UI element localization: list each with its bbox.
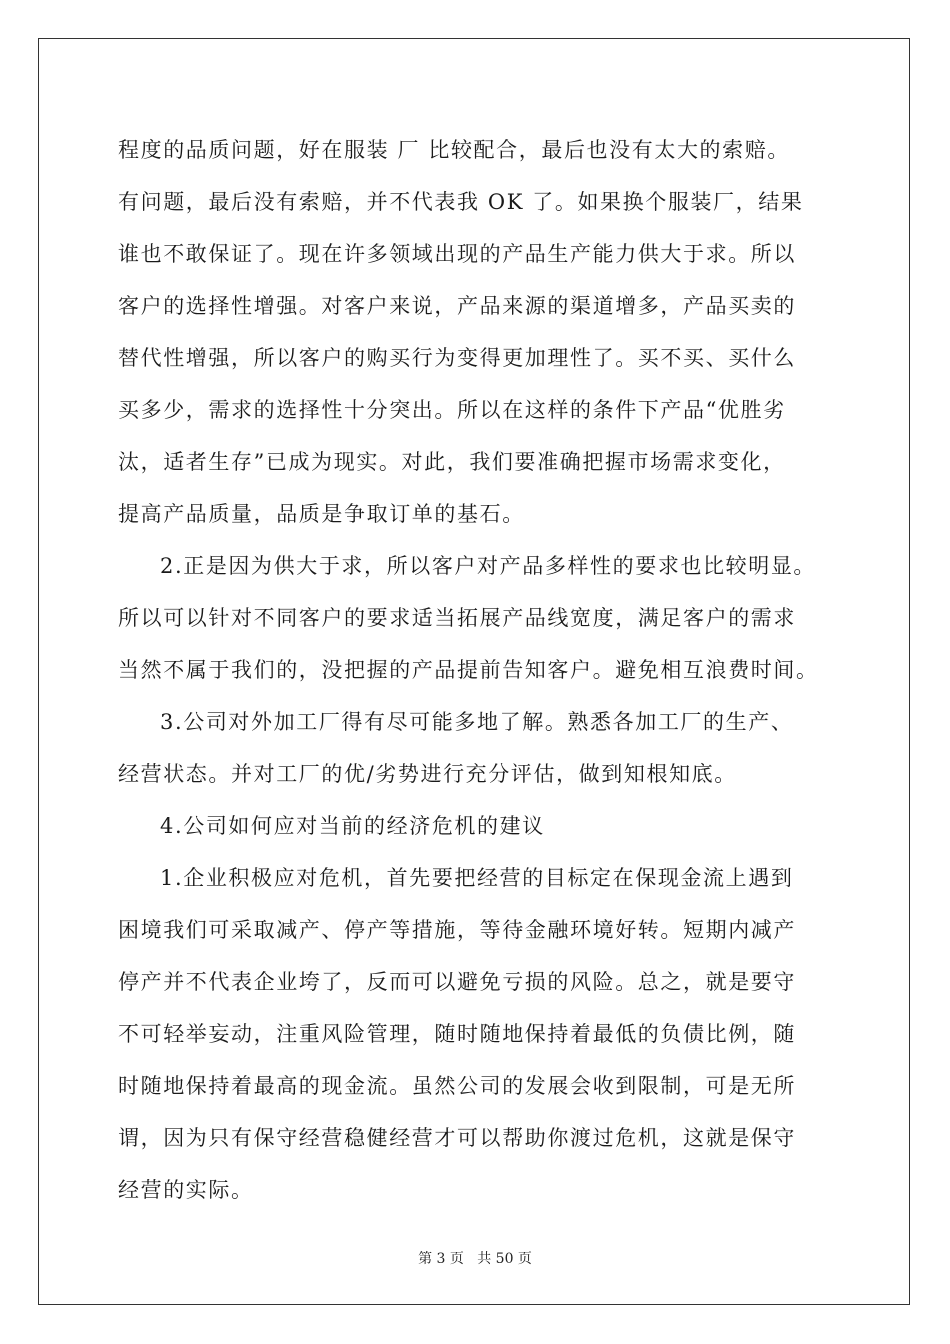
text-line: 所以可以针对不同客户的要求适当拓展产品线宽度，满足客户的需求	[118, 606, 796, 630]
text-line: 谓，因为只有保守经营稳健经营才可以帮助你渡过危机，这就是保守	[118, 1126, 796, 1150]
text-line: 困境我们可采取减产、停产等措施，等待金融环境好转。短期内减产	[118, 918, 796, 942]
text-line: 有问题，最后没有索赔，并不代表我 OK 了。如果换个服装厂，结果	[118, 190, 804, 214]
section-heading: 4.公司如何应对当前的经济危机的建议	[160, 814, 545, 838]
text-line: 不可轻举妄动，注重风险管理，随时随地保持着最低的负债比例，随	[118, 1022, 796, 1046]
text-line: 时随地保持着最高的现金流。虽然公司的发展会收到限制，可是无所	[118, 1074, 796, 1098]
text-line: 当然不属于我们的，没把握的产品提前告知客户。避免相互浪费时间。	[118, 658, 819, 682]
text-line: 经营状态。并对工厂的优/劣势进行充分评估，做到知根知底。	[118, 762, 737, 786]
page-number-footer: 第 3 页 共 50 页	[418, 1251, 532, 1267]
paragraph-start-line: 2.正是因为供大于求，所以客户对产品多样性的要求也比较明显。	[160, 554, 817, 578]
paragraph-start-line: 1.企业积极应对危机，首先要把经营的目标定在保现金流上遇到	[160, 866, 794, 890]
text-line: 买多少，需求的选择性十分突出。所以在这样的条件下产品“优胜劣	[118, 398, 786, 422]
text-line: 提高产品质量，品质是争取订单的基石。	[118, 502, 525, 526]
document-body	[118, 124, 838, 1216]
text-line: 程度的品质问题，好在服装 厂 比较配合，最后也没有太大的索赔。	[118, 138, 790, 162]
text-line: 替代性增强，所以客户的购买行为变得更加理性了。买不买、买什么	[118, 346, 796, 370]
text-line: 客户的选择性增强。对客户来说，产品来源的渠道增多，产品买卖的	[118, 294, 796, 318]
text-line: 谁也不敢保证了。现在许多领域出现的产品生产能力供大于求。所以	[118, 242, 796, 266]
text-line: 经营的实际。	[118, 1178, 254, 1202]
paragraph-start-line: 3.公司对外加工厂得有尽可能多地了解。熟悉各加工厂的生产、	[160, 710, 794, 734]
text-line: 停产并不代表企业垮了，反而可以避免亏损的风险。总之，就是要守	[118, 970, 796, 994]
text-line: 汰，适者生存”已成为现实。对此，我们要准确把握市场需求变化，	[118, 450, 786, 474]
